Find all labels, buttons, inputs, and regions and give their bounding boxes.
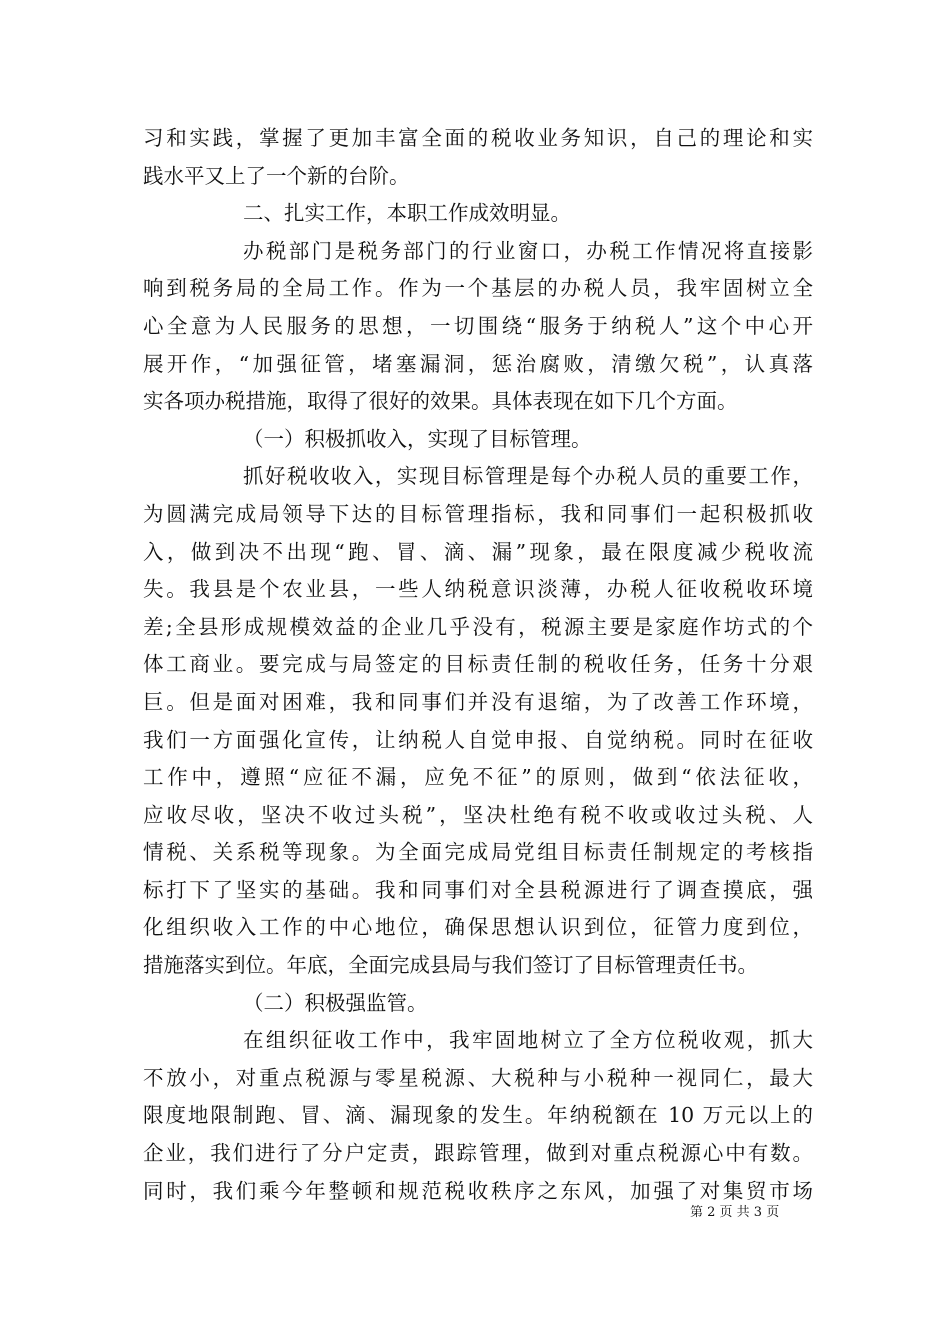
text-line: 实各项办税措施，取得了很好的效果。具体表现在如下几个方面。	[143, 389, 738, 414]
text-line: 巨。但是面对困难，我和同事们并没有退缩，为了改善工作环境，	[143, 689, 813, 714]
text-line: 工作中，遵照“应征不漏，应免不征”的原则，做到“依法征收，	[143, 765, 813, 790]
text-line: 展开作，“加强征管，堵塞漏洞，惩治腐败，清缴欠税”，认真落	[143, 351, 813, 376]
page-number-footer: 第 2 页 共 3 页	[690, 1205, 780, 1220]
subsection-heading: （二）积极强监管。	[243, 990, 428, 1015]
text-line: 不放小，对重点税源与零星税源、大税种与小税种一视同仁，最大	[143, 1065, 813, 1090]
text-line: 心全意为人民服务的思想，一切围绕“服务于纳税人”这个中心开	[143, 313, 813, 338]
text-line: 措施落实到位。年底，全面完成县局与我们签订了目标管理责任书。	[143, 953, 758, 978]
text-line: 情税、关系税等现象。为全面完成局党组目标责任制规定的考核指	[143, 840, 813, 865]
paragraph-first-line: 在组织征收工作中，我牢固地树立了全方位税收观，抓大	[243, 1028, 813, 1053]
text-line: 响到税务局的全局工作。作为一个基层的办税人员，我牢固树立全	[143, 276, 813, 301]
document-body	[143, 120, 813, 1210]
text-line: 限度地限制跑、冒、滴、漏现象的发生。年纳税额在 10 万元以上的	[143, 1103, 813, 1128]
subsection-heading: （一）积极抓收入，实现了目标管理。	[243, 426, 592, 451]
text-line: 化组织收入工作的中心地位，确保思想认识到位，征管力度到位，	[143, 915, 813, 940]
text-line: 入，做到决不出现“跑、冒、滴、漏”现象，最在限度减少税收流	[143, 539, 813, 564]
text-line: 我们一方面强化宣传，让纳税人自觉申报、自觉纳税。同时在征收	[143, 727, 813, 752]
text-line: 差;全县形成规模效益的企业几乎没有，税源主要是家庭作坊式的个	[143, 614, 813, 639]
text-line: 标打下了坚实的基础。我和同事们对全县税源进行了调查摸底，强	[143, 877, 813, 902]
text-line: 为圆满完成局领导下达的目标管理指标，我和同事们一起积极抓收	[143, 501, 813, 526]
text-line: 践水平又上了一个新的台阶。	[143, 163, 410, 188]
section-heading: 二、扎实工作，本职工作成效明显。	[243, 201, 571, 226]
text-line: 同时，我们乘今年整顿和规范税收秩序之东风，加强了对集贸市场	[143, 1178, 813, 1203]
text-line: 企业，我们进行了分户定责，跟踪管理，做到对重点税源心中有数。	[143, 1141, 813, 1166]
paragraph-first-line: 办税部门是税务部门的行业窗口，办税工作情况将直接影	[243, 238, 813, 263]
text-line: 习和实践，掌握了更加丰富全面的税收业务知识，自己的理论和实	[143, 126, 813, 150]
paragraph-first-line: 抓好税收收入，实现目标管理是每个办税人员的重要工作，	[243, 464, 813, 489]
text-line: 应收尽收，坚决不收过头税”，坚决杜绝有税不收或收过头税、人	[143, 802, 813, 827]
text-line: 体工商业。要完成与局签定的目标责任制的税收任务，任务十分艰	[143, 652, 813, 677]
text-line: 失。我县是个农业县，一些人纳税意识淡薄，办税人征收税收环境	[143, 577, 813, 602]
